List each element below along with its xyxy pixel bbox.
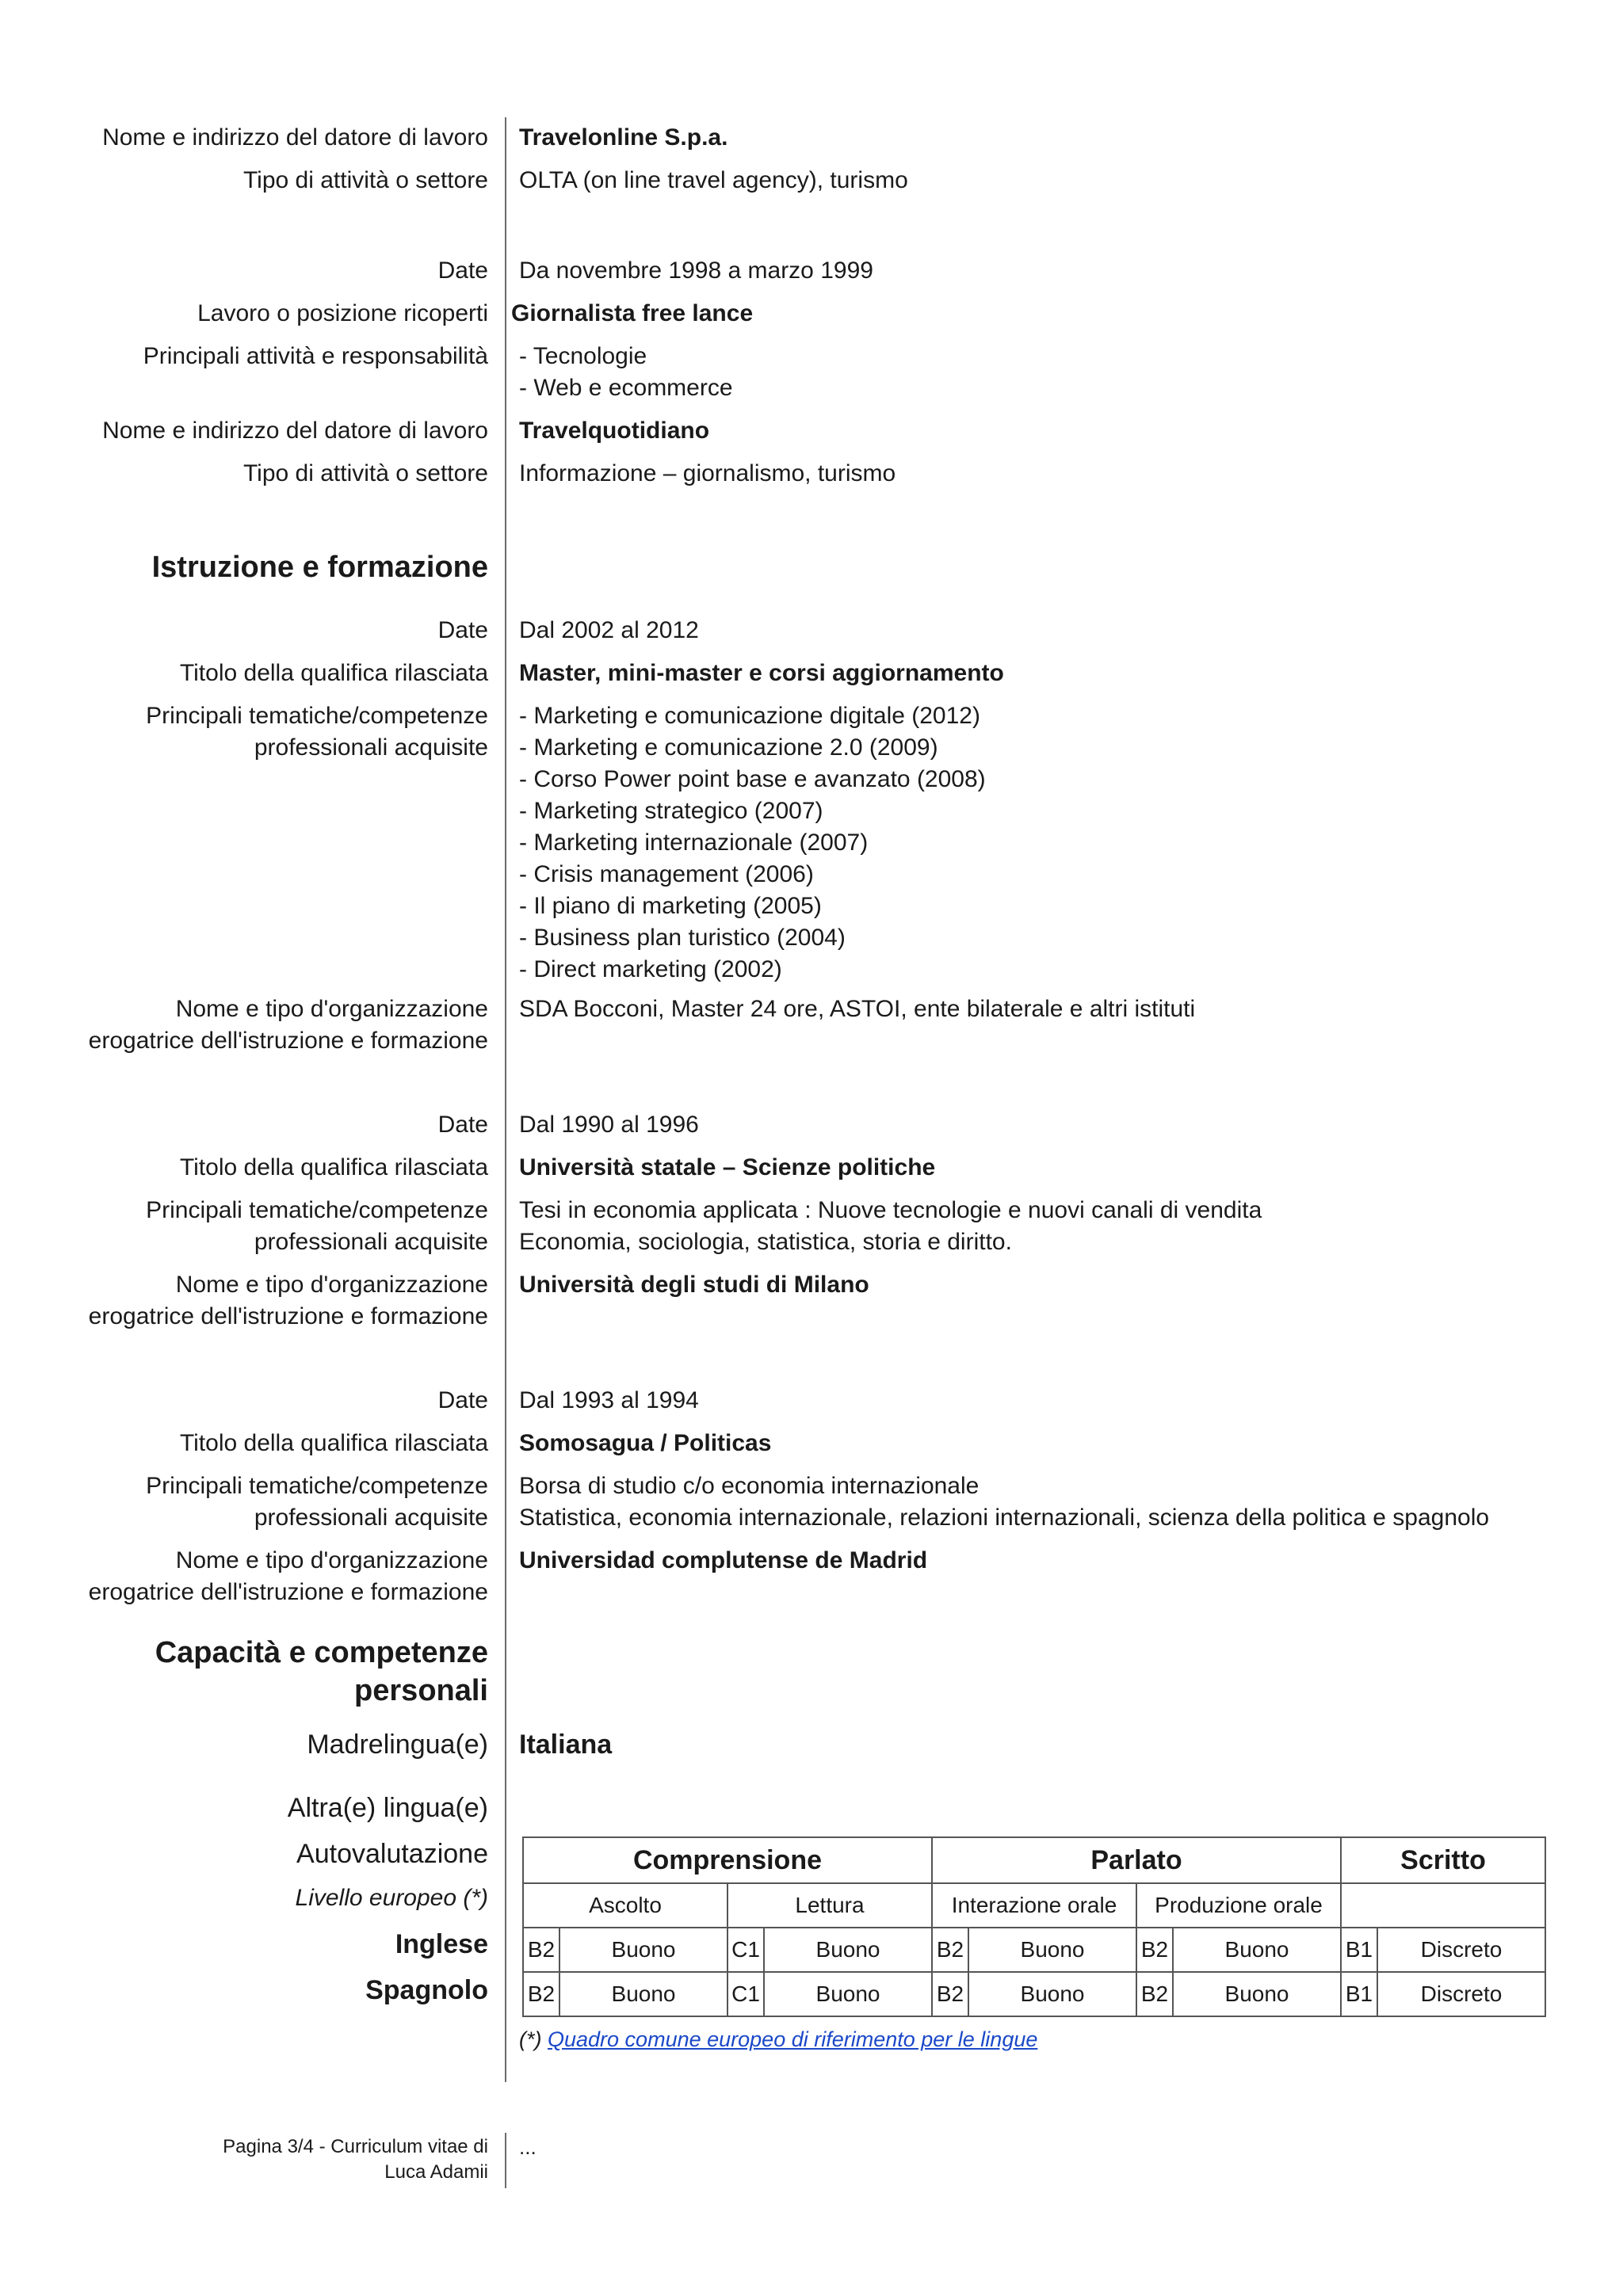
qualification-value: Somosagua / Politicas xyxy=(519,1430,772,1456)
activities-label: Principali attività e responsabilità xyxy=(143,343,488,369)
sector-label: Tipo di attività o settore xyxy=(242,167,488,193)
footer-line: Luca Adamii xyxy=(384,2161,488,2183)
table-subheader-empty xyxy=(1341,1883,1545,1928)
language-name: Inglese xyxy=(395,1929,488,1959)
level-cell: B2 xyxy=(523,1928,559,1972)
description-cell: Buono xyxy=(764,1928,932,1972)
topics-label-line: Principali tematiche/competenze xyxy=(146,1473,488,1499)
section-heading-line: Capacità e competenze xyxy=(155,1636,488,1669)
description-cell: Discreto xyxy=(1377,1972,1545,2016)
table-row xyxy=(523,1972,1545,2016)
qualification-label: Titolo della qualifica rilasciata xyxy=(179,1430,488,1456)
employer-value: Travelonline S.p.a. xyxy=(519,124,728,151)
sector-value: OLTA (on line travel agency), turismo xyxy=(519,167,908,193)
organization-label xyxy=(13,1545,488,1608)
topics-label-line: Principali tematiche/competenze xyxy=(146,1197,488,1223)
topics-label xyxy=(13,1470,488,1534)
table-subheader: Interazione orale xyxy=(932,1883,1136,1928)
column-divider xyxy=(505,117,506,2082)
footnote-prefix: (*) xyxy=(519,2027,548,2051)
organization-label xyxy=(13,1269,488,1333)
sector-value: Informazione – giornalismo, turismo xyxy=(519,460,896,486)
topics-label-line: professionali acquisite xyxy=(254,1505,488,1531)
organization-label-line: erogatrice dell'istruzione e formazione xyxy=(88,1303,488,1329)
level-cell: B1 xyxy=(1341,1972,1377,2016)
organization-label xyxy=(13,994,488,1057)
table-subheader: Ascolto xyxy=(523,1883,727,1928)
description-cell: Buono xyxy=(559,1972,727,2016)
date-value: Dal 1993 al 1994 xyxy=(519,1387,699,1413)
topics-list xyxy=(519,1195,1581,1258)
list-item: - Il piano di marketing (2005) xyxy=(519,893,822,919)
employer-label: Nome e indirizzo del datore di lavoro xyxy=(102,124,488,151)
position-value: Giornalista free lance xyxy=(511,300,754,326)
organization-label-line: erogatrice dell'istruzione e formazione xyxy=(88,1028,488,1054)
list-item: Statistica, economia internazionale, relazioni internazionali, scienza della politica e spagnolo xyxy=(519,1505,1490,1531)
date-label: Date xyxy=(437,1112,488,1138)
section-heading-education: Istruzione e formazione xyxy=(151,551,488,584)
description-cell: Buono xyxy=(1173,1928,1341,1972)
topics-label-line: professionali acquisite xyxy=(254,734,488,761)
list-item: - Marketing e comunicazione digitale (2012) xyxy=(519,703,980,729)
employer-value: Travelquotidiano xyxy=(519,418,710,444)
organization-label-line: Nome e tipo d'organizzazione xyxy=(175,996,488,1022)
table-group-header: Scritto xyxy=(1341,1837,1545,1883)
table-group-header: Comprensione xyxy=(523,1837,932,1883)
footer-line: Pagina 3/4 - Curriculum vitae di xyxy=(223,2136,488,2157)
level-cell: C1 xyxy=(727,1928,764,1972)
topics-label-line: professionali acquisite xyxy=(254,1229,488,1255)
organization-label-line: Nome e tipo d'organizzazione xyxy=(175,1272,488,1298)
table-row xyxy=(523,1928,1545,1972)
qualification-label: Titolo della qualifica rilasciata xyxy=(179,660,488,686)
organization-value: Università degli studi di Milano xyxy=(519,1272,869,1298)
description-cell: Buono xyxy=(968,1928,1136,1972)
self-assessment-label: Autovalutazione xyxy=(296,1839,488,1869)
list-item: - Direct marketing (2002) xyxy=(519,956,782,982)
list-item: Borsa di studio c/o economia internazionale xyxy=(519,1473,980,1499)
position-label: Lavoro o posizione ricoperti xyxy=(197,300,488,326)
qualification-value: Master, mini-master e corsi aggiornamento xyxy=(519,660,1004,686)
date-value: Dal 2002 al 2012 xyxy=(519,617,699,643)
footer-divider xyxy=(505,2133,506,2188)
employer-label: Nome e indirizzo del datore di lavoro xyxy=(102,418,488,444)
level-cell: C1 xyxy=(727,1972,764,2016)
cefr-link[interactable]: Quadro comune europeo di riferimento per le lingue xyxy=(548,2027,1038,2051)
list-item: - Web e ecommerce xyxy=(519,375,733,401)
european-level-label: Livello europeo (*) xyxy=(295,1885,488,1911)
sector-label: Tipo di attività o settore xyxy=(242,460,488,486)
description-cell: Buono xyxy=(764,1972,932,2016)
section-heading-skills xyxy=(155,1634,488,1710)
other-languages-label: Altra(e) lingua(e) xyxy=(287,1793,488,1823)
table-subheader: Produzione orale xyxy=(1136,1883,1341,1928)
qualification-value: Università statale – Scienze politiche xyxy=(519,1154,936,1180)
description-cell: Buono xyxy=(559,1928,727,1972)
date-value: Da novembre 1998 a marzo 1999 xyxy=(519,257,873,284)
list-item: Tesi in economia applicata : Nuove tecnologie e nuovi canali di vendita xyxy=(519,1197,1262,1223)
footer-page-info xyxy=(223,2134,488,2185)
list-item: - Marketing e comunicazione 2.0 (2009) xyxy=(519,734,938,761)
language-name: Spagnolo xyxy=(365,1975,488,2005)
date-label: Date xyxy=(437,617,488,643)
list-item: - Business plan turistico (2004) xyxy=(519,925,846,951)
level-cell: B2 xyxy=(932,1972,968,2016)
level-cell: B2 xyxy=(932,1928,968,1972)
level-cell: B2 xyxy=(523,1972,559,2016)
organization-value: Universidad complutense de Madrid xyxy=(519,1547,928,1573)
date-value: Dal 1990 al 1996 xyxy=(519,1112,699,1138)
organization-label-line: erogatrice dell'istruzione e formazione xyxy=(88,1579,488,1605)
date-label: Date xyxy=(437,257,488,284)
mother-tongue-label: Madrelingua(e) xyxy=(307,1730,488,1760)
table-subheader: Lettura xyxy=(727,1883,932,1928)
list-item: - Crisis management (2006) xyxy=(519,861,814,887)
level-cell: B2 xyxy=(1136,1928,1173,1972)
description-cell: Buono xyxy=(968,1972,1136,2016)
mother-tongue-value: Italiana xyxy=(519,1730,613,1760)
level-cell: B1 xyxy=(1341,1928,1377,1972)
footnote xyxy=(519,2025,1037,2054)
list-item: - Marketing strategico (2007) xyxy=(519,798,823,824)
language-table xyxy=(522,1836,1546,2017)
list-item: - Tecnologie xyxy=(519,343,647,369)
date-label: Date xyxy=(437,1387,488,1413)
activities-list xyxy=(519,341,1581,404)
footer-value: ... xyxy=(519,2135,537,2159)
topics-list xyxy=(519,1470,1581,1534)
topics-label-line: Principali tematiche/competenze xyxy=(146,703,488,729)
description-cell: Discreto xyxy=(1377,1928,1545,1972)
list-item: Economia, sociologia, statistica, storia e diritto. xyxy=(519,1229,1012,1255)
topics-label xyxy=(13,700,488,764)
qualification-label: Titolo della qualifica rilasciata xyxy=(179,1154,488,1180)
topics-list xyxy=(519,700,1581,986)
list-item: - Corso Power point base e avanzato (2008) xyxy=(519,766,986,792)
table-subheader-row xyxy=(523,1883,1545,1928)
table-group-header: Parlato xyxy=(932,1837,1341,1883)
description-cell: Buono xyxy=(1173,1972,1341,2016)
organization-value: SDA Bocconi, Master 24 ore, ASTOI, ente bilaterale e altri istituti xyxy=(519,996,1196,1022)
topics-label xyxy=(13,1195,488,1258)
section-heading-line: personali xyxy=(354,1674,488,1707)
level-cell: B2 xyxy=(1136,1972,1173,2016)
organization-label-line: Nome e tipo d'organizzazione xyxy=(175,1547,488,1573)
list-item: - Marketing internazionale (2007) xyxy=(519,830,869,856)
table-header-row xyxy=(523,1837,1545,1883)
